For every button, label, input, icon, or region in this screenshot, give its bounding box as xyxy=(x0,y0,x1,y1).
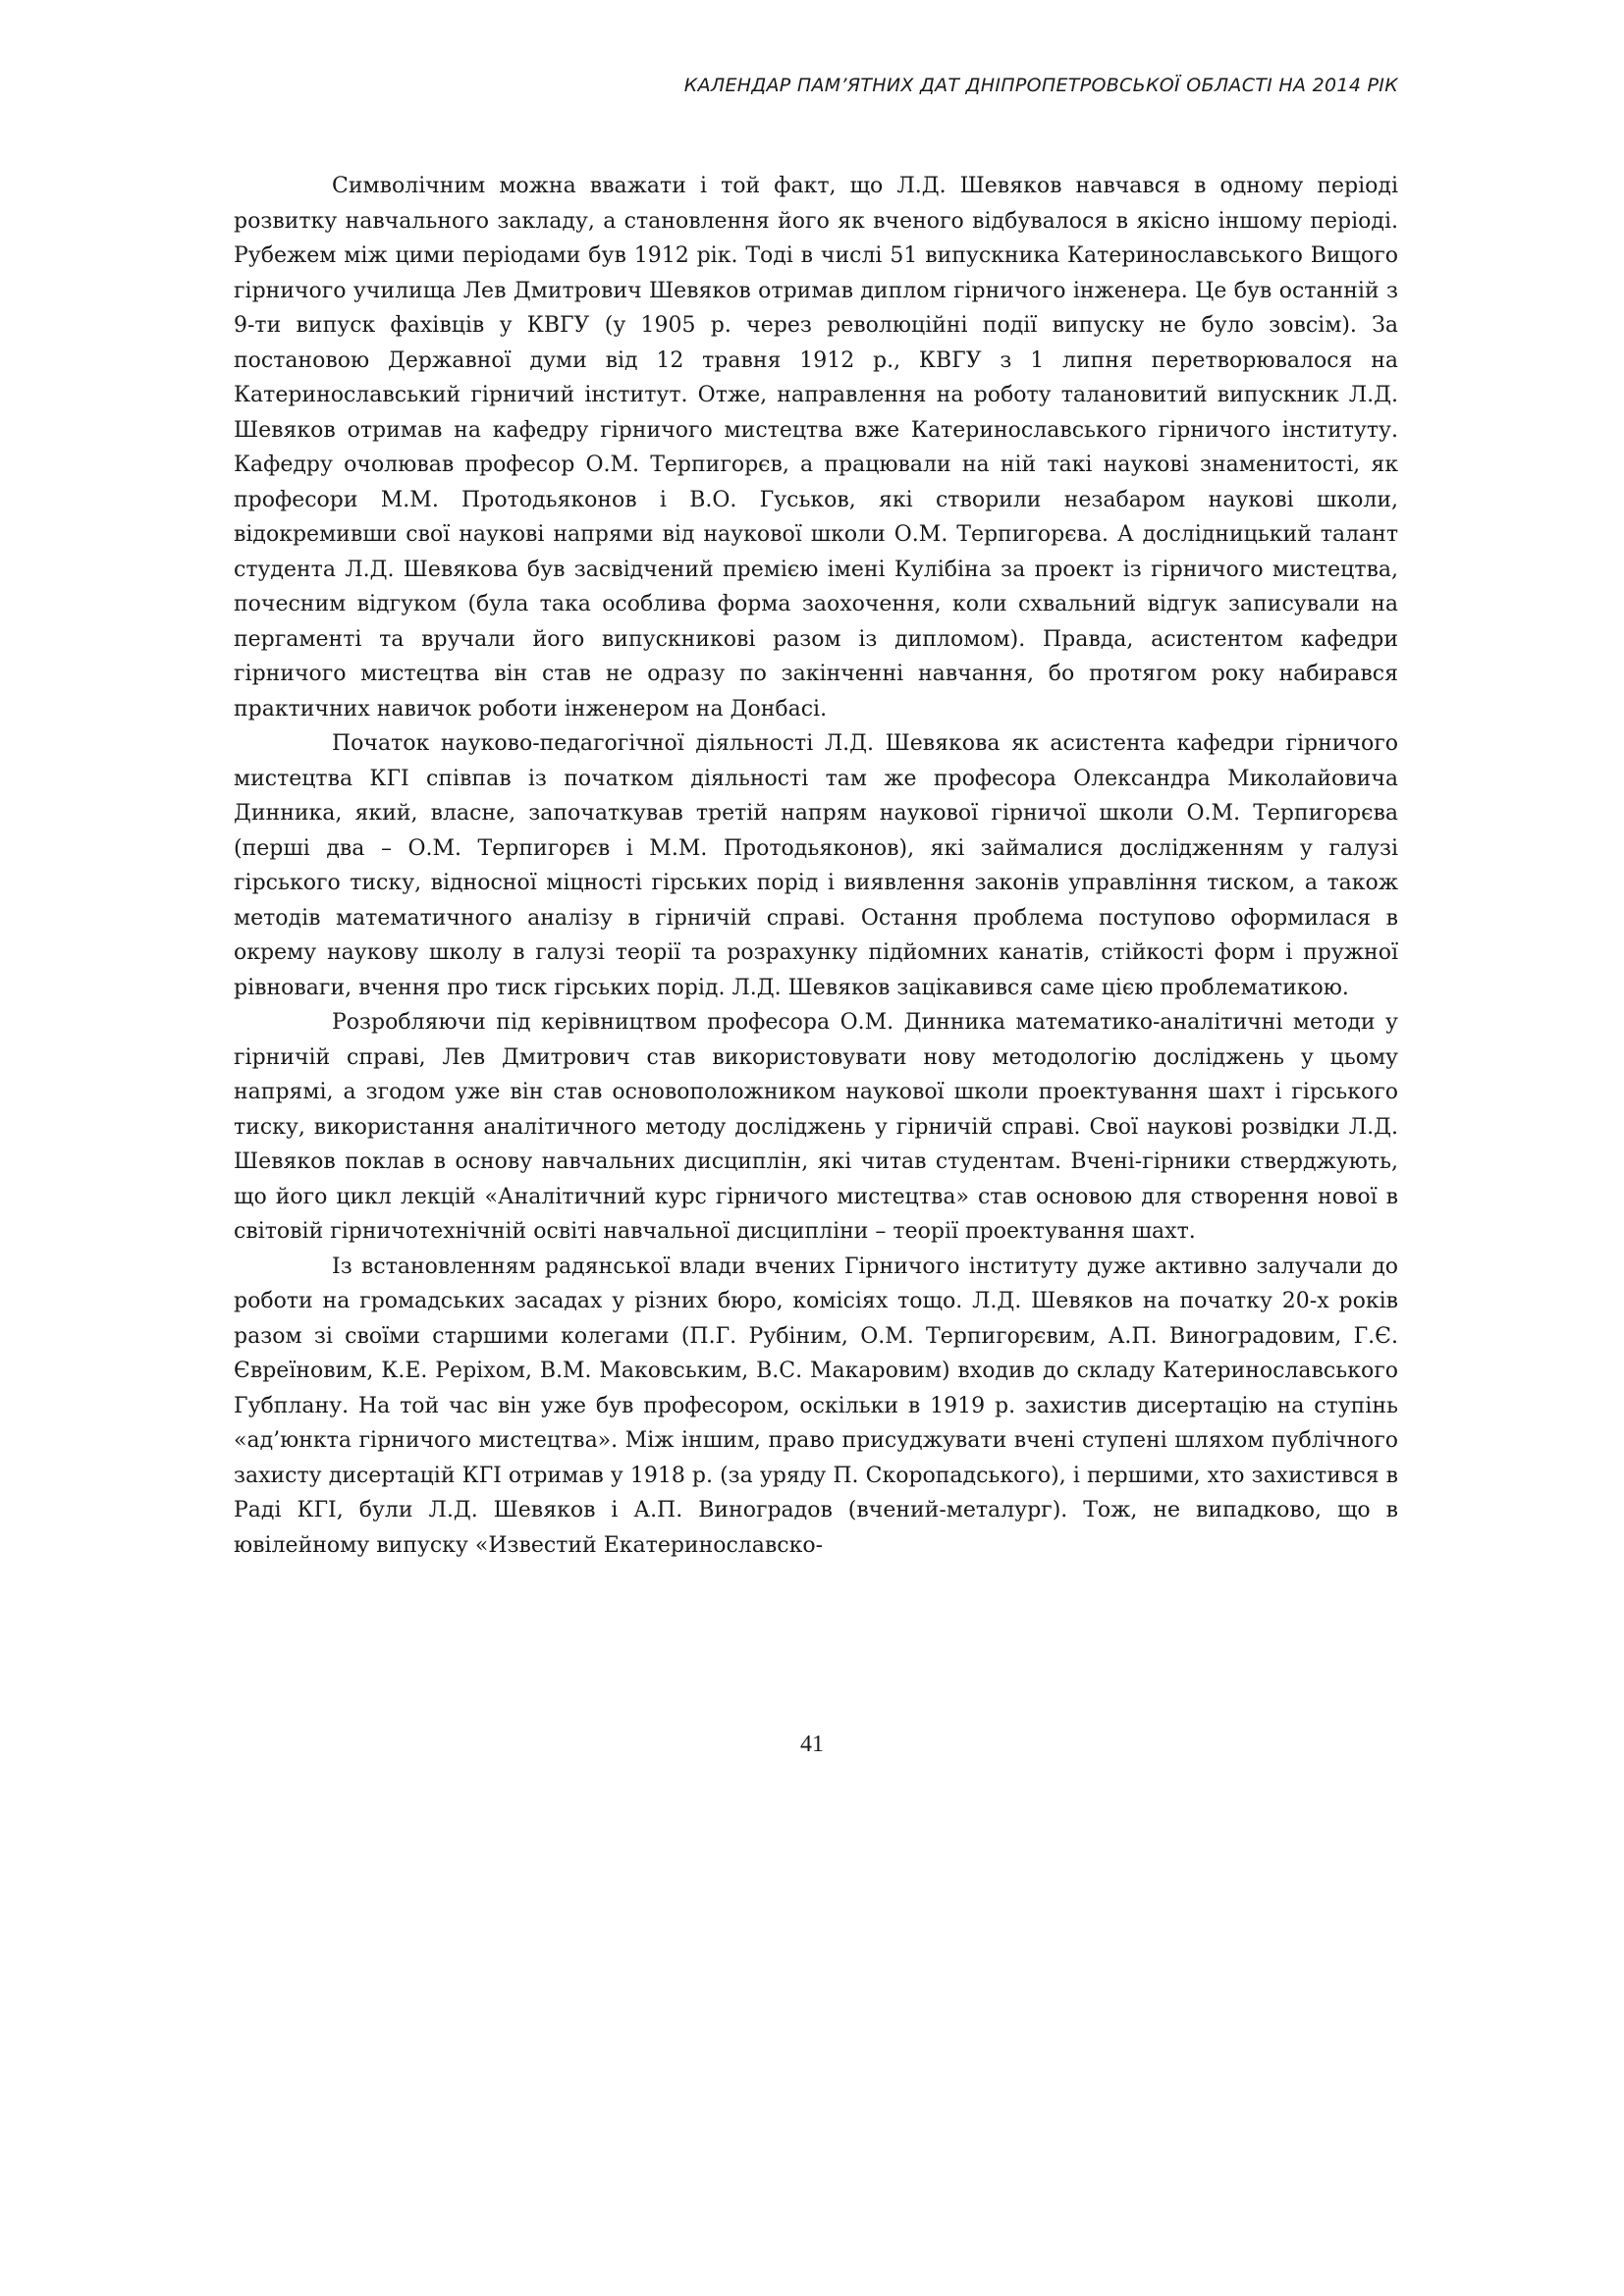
running-header: КАЛЕНДАР ПАМ’ЯТНИХ ДАТ ДНІПРОПЕТРОВСЬКОЇ ОБЛАСТІ НА 2014 РІК xyxy=(683,75,1398,96)
article-body xyxy=(234,169,1398,1563)
page-number: 41 xyxy=(800,1732,824,1757)
paragraph: Розробляючи під керівництвом професора О.М. Динника математико-аналітичні методи у гірничій справі, Лев Дмитрович став використовувати нову методологію досліджень у цьому напрямі, а згодом уже він став основоположником наукової школи проектування шахт і гірського тиску, використання аналітичного методу досліджень у гірничій справі. Свої наукові розвідки Л.Д. Шевяков поклав в основу навчальних дисциплін, які читав студентам. Вчені-гірники стверджують, що його цикл лекцій «Аналітичний курс гірничого мистецтва» став основою для створення нової в світовій гірничотехнічній освіті навчальної дисципліни – теорії проектування шахт. xyxy=(234,1010,1398,1244)
paragraph: Символічним можна вважати і той факт, що Л.Д. Шевяков навчався в одному періоді розвитку навчального закладу, а становлення його як вченого відбувалося в якісно іншому періоді. Рубежем між цими періодами був 1912 рік. Тоді в числі 51 випускника Катеринославського Вищого гірничого училища Лев Дмитрович Шевяков отримав диплом гірничого інженера. Це був останній з 9-ти випуск фахівців у КВГУ (у 1905 р. через революційні події випуску не було зовсім). За постановою Державної думи від 12 травня 1912 р., КВГУ з 1 липня перетворювалося на Катеринославський гірничий інститут. Отже, направлення на роботу талановитий випускник Л.Д. Шевяков отримав на кафедру гірничого мистецтва вже Катеринославського гірничого інституту. Кафедру очолював професор О.М. Терпигорєв, а працювали на ній такі наукові знаменитості, як професори М.М. Протодьяконов і В.О. Гуськов, які створили незабаром наукові школи, відокремивши свої наукові напрями від наукової школи О.М. Терпигорєва. А дослідницький талант студента Л.Д. Шевякова був засвідчений премією імені Кулібіна за проект із гірничого мистецтва, почесним відгуком (була така особлива форма заохочення, коли схвальний відгук записували на пергаменті та вручали його випускникові разом із дипломом). Правда, асистентом кафедри гірничого мистецтва він став не одразу по закінченні навчання, бо протягом року набирався практичних навичок роботи інженером на Донбасі. xyxy=(234,174,1398,721)
paragraph: Початок науково-педагогічної діяльності Л.Д. Шевякова як асистента кафедри гірничого мистецтва КГІ співпав із початком діяльності там же професора Олександра Миколайовича Динника, який, власне, започаткував третій напрям наукової гірничої школи О.М. Терпигорєва (перші два – О.М. Терпигорєв і М.М. Протодьяконов), які займалися дослідженням у галузі гірського тиску, відносної міцності гірських порід і виявлення законів управління тиском, а також методів математичного аналізу в гірничій справі. Остання проблема поступово оформилася в окрему наукову школу в галузі теорії та розрахунку підйомних канатів, стійкості форм і пружної рівноваги, вчення про тиск гірських порід. Л.Д. Шевяков зацікавився саме цією проблематикою. xyxy=(234,731,1398,1000)
paragraph: Із встановленням радянської влади вчених Гірничого інституту дуже активно залучали до роботи на громадських засадах у різних бюро, комісіях тощо. Л.Д. Шевяков на початку 20-х років разом зі своїми старшими колегами (П.Г. Рубіним, О.М. Терпигорєвим, А.П. Виноградовим, Г.Є. Євреїновим, К.Е. Реріхом, В.М. Маковським, В.С. Макаровим) входив до складу Катеринославського Губплану. На той час він уже був професором, оскільки в 1919 р. захистив дисертацію на ступінь «ад’юнкта гірничого мистецтва». Між іншим, право присуджувати вчені ступені шляхом публічного захисту дисертацій КГІ отримав у 1918 р. (за уряду П. Скоропадського), і першими, хто захистився в Раді КГІ, були Л.Д. Шевяков і А.П. Виноградов (вчений-металург). Тож, не випадково, що в ювілейному випуску «Известий Екатеринославско- xyxy=(234,1254,1398,1558)
